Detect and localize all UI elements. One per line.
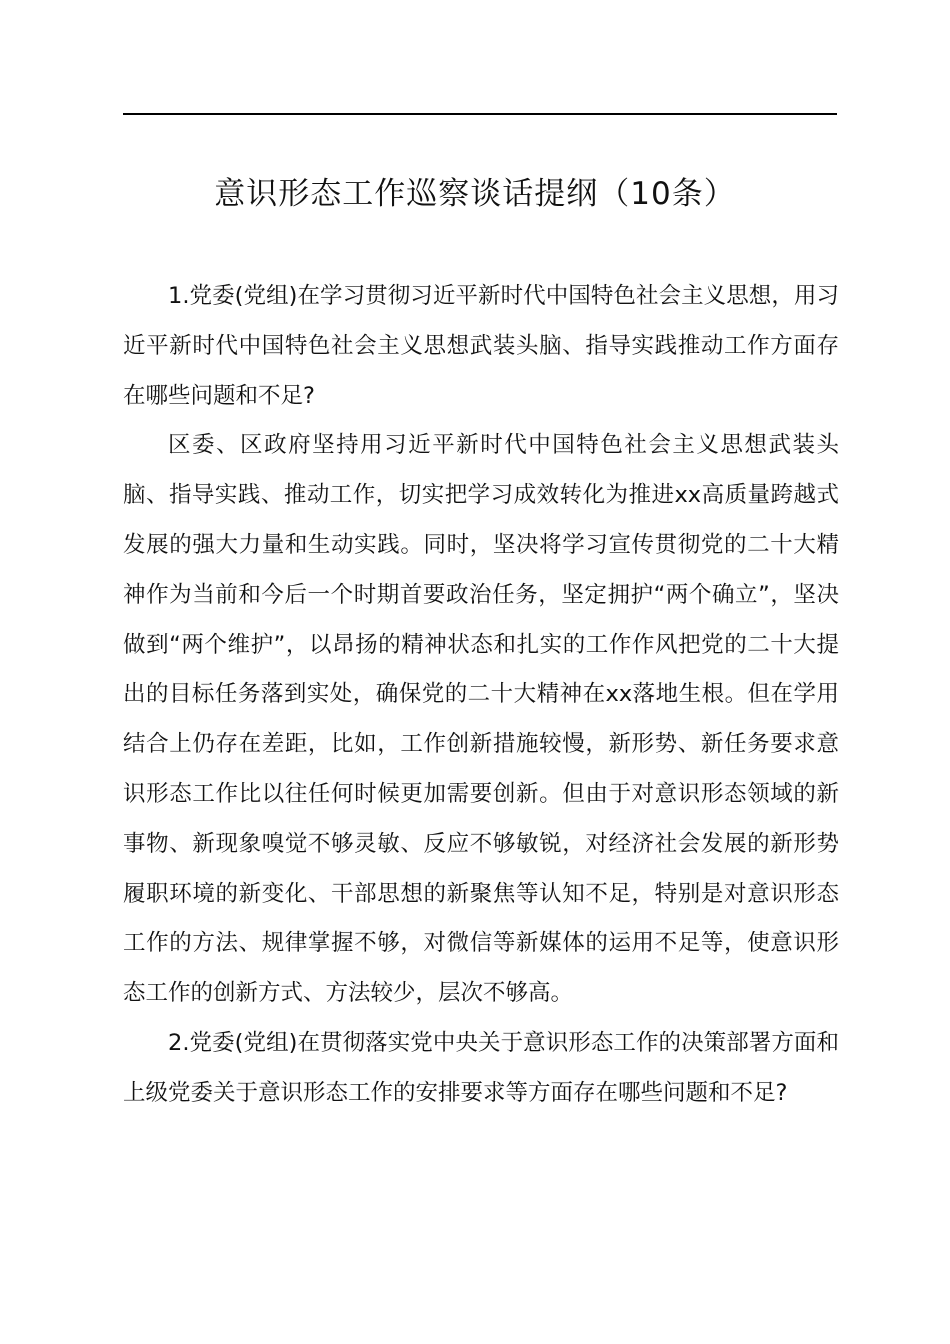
document-title: 意识形态工作巡察谈话提纲（10条） — [214, 176, 736, 212]
answer-1-paragraph: 区委、区政府坚持用习近平新时代中国特色社会主义思想武装头脑、指导实践、推动工作，切实把学习成效转化为推进xx高质量跨越式发展的强大力量和生动实践。同时，坚决将学习宣传贯彻党的二十大精神作为当前和今后一个时期首要政治任务，坚定拥护“两个确立”，坚决做到“两个维护”，以昂扬的精神状态和扎实的工作作风把党的二十大提出的目标任务落到实处，确保党的二十大精神在xx落地生根。但在学用结合上仍存在差距，比如，工作创新措施较慢，新形势、新任务要求意识形态工作比以往任何时候更加需要创新。但由于对意识形态领域的新事物、新现象嗅觉不够灵敏、反应不够敏锐，对经济社会发展的新形势履职环境的新变化、干部思想的新聚焦等认知不足，特别是对意识形态工作的方法、规律掌握不够，对微信等新媒体的运用不足等，使意识形态工作的创新方式、方法较少，层次不够高。 — [123, 432, 839, 1007]
question-1-paragraph: 1.党委(党组)在学习贯彻习近平新时代中国特色社会主义思想，用习近平新时代中国特色社会主义思想武装头脑、指导实践推动工作方面存在哪些问题和不足? — [123, 283, 839, 409]
document-body — [123, 272, 839, 1119]
question-2-paragraph: 2.党委(党组)在贯彻落实党中央关于意识形态工作的决策部署方面和上级党委关于意识形态工作的安排要求等方面存在哪些问题和不足? — [123, 1029, 839, 1106]
header-rule — [123, 113, 837, 115]
